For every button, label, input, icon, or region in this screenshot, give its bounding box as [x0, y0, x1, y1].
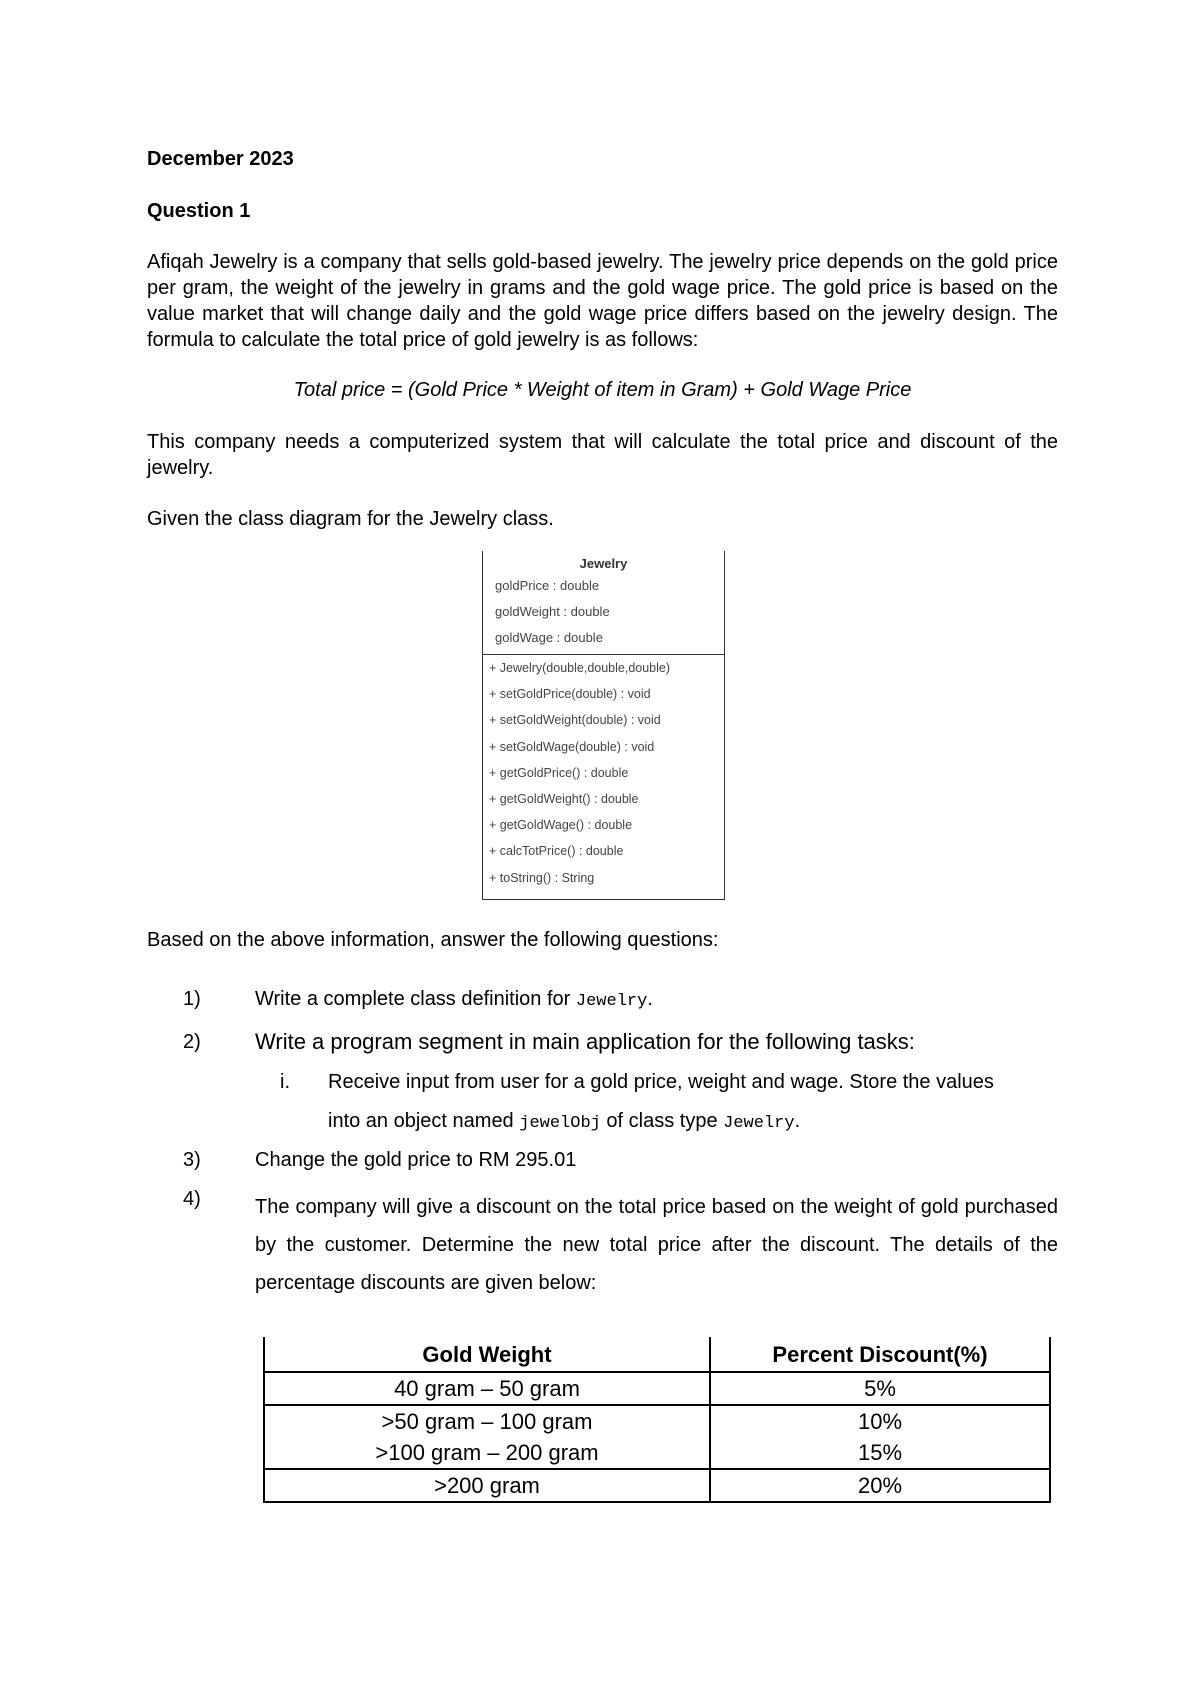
uml-method: + getGoldWeight() : double — [489, 791, 639, 806]
table-cell: >200 gram — [264, 1469, 710, 1502]
q4-text: The company will give a discount on the total price based on the weight of gold purchased by the customer. Determine the new total price after the discount. The details of the percentage discounts are given below: — [255, 1196, 1058, 1294]
uml-attribute: goldWeight : double — [495, 604, 610, 619]
q4-number: 4) — [183, 1188, 201, 1210]
question-heading: Question 1 — [147, 200, 251, 222]
q1-text: Write a complete class definition for Jewelry. — [255, 988, 653, 1011]
table-cell: >100 gram – 200 gram — [264, 1437, 710, 1469]
uml-method: + setGoldWeight(double) : void — [489, 713, 661, 728]
table-cell: 10% — [710, 1405, 1050, 1437]
table-header: Percent Discount(%) — [710, 1337, 1050, 1372]
uml-method: + toString() : String — [489, 870, 595, 885]
uml-method: + calcTotPrice() : double — [489, 844, 624, 859]
uml-method: + setGoldWage(double) : void — [489, 739, 655, 754]
discount-table — [263, 1337, 1051, 1503]
q2i-line2: into an object named jewelObj of class type Jewelry. — [328, 1110, 801, 1133]
table-row — [264, 1405, 1050, 1437]
table-cell: 5% — [710, 1372, 1050, 1405]
table-header-row — [264, 1337, 1050, 1372]
table-row — [264, 1437, 1050, 1469]
q1-number: 1) — [183, 988, 201, 1010]
formula: Total price = (Gold Price * Weight of item in Gram) + Gold Wage Price — [293, 379, 912, 401]
uml-class-diagram — [482, 551, 725, 900]
intro-paragraph: Afiqah Jewelry is a company that sells gold-based jewelry. The jewelry price depends on the gold price per gram, the weight of the jewelry in grams and the gold wage price. The gold price is based on the value market that will change daily and the gold wage price differs based on the jewelry design. The formula to calculate the total price of gold jewelry is as follows: — [147, 251, 1058, 351]
q2i-code-class: Jewelry — [723, 1114, 795, 1133]
uml-method: + setGoldPrice(double) : void — [489, 687, 651, 702]
table-row — [264, 1372, 1050, 1405]
date-heading: December 2023 — [147, 148, 294, 170]
q2i-code-obj: jewelObj — [519, 1114, 601, 1133]
uml-attribute: goldWage : double — [495, 630, 603, 645]
q3-text: Change the gold price to RM 295.01 — [255, 1149, 577, 1171]
uml-method: + Jewelry(double,double,double) — [489, 661, 671, 675]
table-cell: 40 gram – 50 gram — [264, 1372, 710, 1405]
table-cell: 15% — [710, 1437, 1050, 1469]
q3-number: 3) — [183, 1149, 201, 1171]
table-header: Gold Weight — [264, 1337, 710, 1372]
need-paragraph: This company needs a computerized system that will calculate the total price and discount of the jewelry. — [147, 431, 1058, 479]
table-row — [264, 1469, 1050, 1502]
q2-text: Write a program segment in main application for the following tasks: — [255, 1029, 915, 1054]
q2-number: 2) — [183, 1031, 201, 1053]
table-cell: 20% — [710, 1469, 1050, 1502]
q2i-number: i. — [280, 1071, 290, 1093]
q1-code: Jewelry — [575, 992, 648, 1011]
uml-method: + getGoldPrice() : double — [489, 765, 629, 780]
based-on-text: Based on the above information, answer the following questions: — [147, 929, 719, 951]
uml-attribute: goldPrice : double — [495, 578, 600, 593]
given-text: Given the class diagram for the Jewelry class. — [147, 508, 554, 530]
uml-class-name: Jewelry — [579, 556, 628, 571]
uml-method: + getGoldWage() : double — [489, 818, 633, 833]
q2i-line1: Receive input from user for a gold price, weight and wage. Store the values — [328, 1071, 994, 1093]
table-cell: >50 gram – 100 gram — [264, 1405, 710, 1437]
